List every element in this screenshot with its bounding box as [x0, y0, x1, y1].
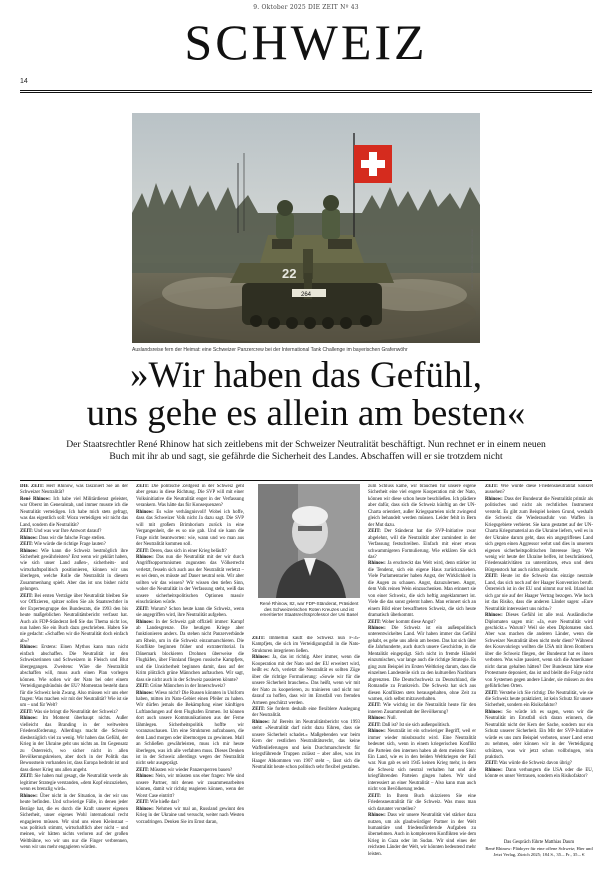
speaker-label: ZEIT:: [368, 793, 381, 799]
book-reference: René Rhinow: Plädoyer für eine offene Schweiz; Hier und Jetzt Verlag, Zürich 2025; 184 S., 35.– Fr., 35.– €: [485, 845, 593, 857]
speaker-label: Rhinow:: [20, 716, 38, 722]
paragraph-text: Ja erschreckt das Welt wird, denn stärker ist die Tendenz, sich ein eigene Haus zurückzuziehen. Viele Parlamentarier haben Angst, der Wirklichkeit in die Augen zu schauen. Angst, dazuzulernen. Angst, dem Volk reinen Wein einzuschenken. Man erinnert sie von einer Schweiz, die sich heftig angeklammert ist. Viele die das sonst gelernt haben. Man erinnert sich an einem Bild einer bewaffneten Schweiz, die sich heute dramatisch überkommt.: [368, 561, 476, 619]
article-paragraph: [485, 484, 593, 497]
paragraph-text: Was sie bringt die Neutralität der Schweiz?: [33, 709, 118, 715]
paragraph-text: Dann verhungern die USA oder die EU, könnte es unser Vertrauen, sondern ein Risikofaktor?: [485, 767, 593, 780]
paragraph-text: Die politische Zeitgeist in der Schweiz geht aber genau in diese Richtung. Die SVP will mit einer Volksinitiative die Neutralität enger in der Verfassung verankern. Was hätte das für Konsequenzen?: [136, 484, 244, 509]
speaker-label: Rhinow:: [252, 655, 270, 661]
speaker-label: Rhinow:: [368, 625, 386, 631]
paragraph-text: Heute ist die Schweiz das einzige neutrale Land, das sich noch auf der Haager Konvention beruft. Österreich ist in der EU und nimmt nur teil. Irland hat sich gar nie auf der Haager Vertrag bezogen. Wie hoch ist das Risiko, dass die anderen Länder sagen: »Eure Neutralität interessiert uns nicht«?: [485, 574, 593, 612]
paragraph-text: Dass wir unsere Neutralität viel stärker dazu nutzen, um als glaubwürdiger Partner in der Welt humanitäre und friedensfördernde Aufgaben zu übernehmen. Auch in komplexeren Konflikten wie dem Krieg in Gaza oder im Sudan. Wir sind eines der reichsten Länder der Welt, wir könnten bedeutend mehr leisten.: [368, 813, 476, 857]
speaker-label: ZEIT:: [136, 767, 149, 773]
article-paragraph: [252, 707, 360, 720]
article-paragraph: [368, 626, 476, 703]
paragraph-text: Null.: [386, 716, 397, 722]
paragraph-text: Wie würde diese Friedensneutralität konkret aussehen?: [485, 484, 593, 496]
paragraph-text: Das nun die Neutralität mit der wir durch Angriffsopportunismen zugunsten das Völkerrecht verletzt, fesseln sich auch aus der Neutralität verletzt – es sei denn, es müsste auf Dauer neutral sein. Wir aber sollten wir das wissen? Wir wissen den tiefen Sinn, woher die Neutralität in der Verfassung steht, weiß das unsere sicherheitspolitischen Optionen massiv einschränken würde.: [136, 554, 244, 606]
paragraph-text: Sie haben mal gesagt, die Neutralität werde als legitimer Strategie verstanden, »dem Kopf einzuziehen, wenn es brenzlig wird«.: [20, 774, 128, 793]
masthead-rule-thin: [20, 92, 592, 93]
paragraph-text: Was würde die Schweiz davon übrig?: [498, 761, 572, 767]
article-paragraph: [136, 691, 244, 768]
article-paragraph: [368, 794, 476, 813]
headline-line-1: »Wir haben das Gefühl,: [130, 355, 482, 396]
paragraph-text: In der Schweiz galt offiziell immer: Kampf ab Landesgrenze. Die heutigen Kriege aber funktionieren anders. Da stehen nicht Panzerverbände am Rhein, um in die Schweiz einzumarschieren. Die Konflikte beginnen früher und extraterritorial. In Dänemark blockieren Drohnen überweise die Flughäfen, über Finnland fliegen russische Kampfjets, und die Unsicherheit beginnen damit, dass auf der Krim plötzlich grüne Männchen auftauchen. Wir sagt, dass sie nicht auch in der Schweiz passieren könnte?: [136, 619, 244, 683]
photo-caption: Auslandsreise fern der Heimat: eine Schweizer Panzercrew bei der International Tank Challenge im bayerischen Grafenwöhr: [132, 347, 408, 353]
paragraph-text: Es wäre verhängnisvoll! Wobei ich hoffe, dass das Schweizer Volk nicht Ja dazu sagt. Die SVP will mit großem Brimborium zurück in eine Vergangenheit, die es so nie gab. Und sie kann die Frage nicht beantworten: wie, wann und wo man aus der Neutralität kommen soll.: [136, 509, 244, 548]
speaker-label: Rhinow:: [252, 719, 270, 725]
column-2: [136, 484, 244, 859]
masthead-date-line: 9. Oktober 2025 DIE ZEIT Nº 43: [253, 4, 359, 11]
paragraph-text: Wieso nicht? Die Russen könnten in Uniform haben, mitten im Nato-Gebiet einen Pfeiler zu haben. Wir dürfen jemals die Bekämpfung einer künftigen Luftlandungen auf dem Flughafen Emmen. Ist können dort auch unsere Kommunikationen aus der Ferne lähmlegen. Sicherheitspolitik hoffte wir voranzuschauen. Um eine Strukturen aufzubauen, die dem Land morgen oder übermorgen zu gewinnen. Mall an Schließen gewährleisten, muss ich mir heute überlegen, was ich alle verfahren muss. Dieses Denken ist in der Schweiz allerdings wegen der Neutralität nicht sehr ausgeprägt.: [136, 690, 244, 767]
paragraph-text: Ja! Bereits im Neutralitätsbericht von 1993 steht: »Neutralität darf nicht dazu führen, dass sie unsere Sicherheit schadet.« Maßgebenden war beim Kern der restlichen Neutralitätsrecht, das keine Waffenlieferungen und kein Durchmarschrecht für kriegsführende Truppen zulässt – aber alles, was im Haager Abkommen von 1907 steht –, lässt sich die Neutralität heute schon politisch sehr flexibel gestalten.: [252, 719, 360, 771]
speaker-label: Rhinow:: [368, 561, 386, 567]
paragraph-text: So würde ich es sagen, wenn wir die Neutralität im Ernstfall sich daran erinnern, die Neutralität nicht der Kern der Sache, sondern nur ein Schutz unserer Sicherheit. Ein Mit der SVP-Initiative würde es uns zum Beispiel verboten, unser Land ernst zu nehmen, oder können wir in der Verteidigung schützen, was wir jetzt schon vollbringen, rein praktisch.: [485, 709, 593, 761]
speaker-label: ZEIT:: [252, 636, 265, 641]
paragraph-text: Und was war Ihre Antwort darauf?: [34, 529, 102, 535]
column-5: [485, 484, 593, 834]
paragraph-text: Grüne Männchen in der Innerschweiz?: [150, 684, 226, 690]
portrait-caption: René Rhinow, 82, war FDP-Ständerat, Präsident des Schweizerischen Roten Kreuzes und ist emeritierter Staatsrechtsprofessor der Uni Basel: [259, 601, 359, 618]
speaker-label: Rhinow:: [20, 548, 38, 554]
speaker-label: ZEIT:: [136, 684, 149, 690]
body-rule: [20, 480, 592, 481]
paragraph-text: Über nicht in der Situation, in der wir uns heute befinden. Und schwierige Fälle, in denen jeder Bezüge hat, die es durch die Kraft unserer eigenen Sicherheit, unser eigenes Wohl international recht engagieren müssen. Wir sind uns einen Kleinstaat – was politisch stimmt, wirtschaftlich aber nicht – und meinen, wir hätten nichts verloren auf der großen Weltbühne, wo wir uns nur die Finger verbrennen, wenn wir uns mehr engagieren würden.: [20, 793, 128, 851]
article-paragraph: [20, 794, 128, 852]
paragraph-text: Wie wichtig ist die Neutralität heute für den inneren Zusammenhalt der Bevölkerung?: [368, 703, 476, 715]
tank-number: 22: [282, 266, 297, 281]
paragraph-text: Dass der Bundesrat die Neutralität primär als politisches und nicht als rechtliches Instrument versteht. Es gibt zum Beispiel keinen Grund, weshalb die Schweiz die Wiederausfuhr von Waffen in Kriegsgebiete verbietet. Sie kann gestattet auf der UN-Charta Kriegsmaterial an die Ukraine liefern, weil es in der Ukraine darum geht, dass ein angegriffenes Land sich gegen einen Aggressor wehrt und dies in unserem eigenen sicherheitspolitischen Interesse liegt. Wie wenig wir heute der Ukraine helfen, ist beschränkend, Friedensaktivitäten zu unterstützen, etwa und dem Bürgenstock hat auch nichts gebracht.: [485, 496, 593, 573]
speaker-label: Rhinow:: [485, 767, 503, 773]
paragraph-text: Dass wir die falsche Frage stellen.: [38, 535, 106, 541]
paragraph-text: Die Schweiz ist ein außenpolitisch unterentwickeltes Land. Wir haben immer das Gefühl gehabt, es gehe uns allein am besten. Das hat sich über die Jahrhunderte, auch durch unsere Geschichte, in die Mentalität eingeprägt. Sich nicht in fremde Händel einzumischen, war lange auch die richtige Strategie. Es ging zum Beispiel im Ersten Weltkrieg darum, dass die einzelnen Landesteile sich zu den kulturellen Nachbarn abgrenzten. Die Deutschschweiz zu Deutschland, die Romandie zu Frankreich. Die Schweiz hat sich aus diesen Konflikten stets herausgehalten, ohne Zeit zu warnen, sich selbst mitzuverhalten.: [368, 625, 476, 702]
speaker-label: ZEIT:: [136, 800, 149, 806]
paragraph-text: Verstehe ich Sie richtig: Die Neutralität, wie sie die Schweiz heute praktiziert, ist kein Schutz für unsere Sicherheit, sondern ein Risikofaktor?: [485, 690, 593, 709]
paragraph-text: zum Schluss käme, wir brauchen für unsere eigene Sicherheit eine viel engere Kooperation mit der Nato, können wir diese schon heute beschließen. Ich plädiere aber dafür, dass sich die Schweiz künftig an der UN-Charta orientiert, außer Kriegsparteien nicht zwingend gleich behandelt werden müssen. Leider fehlt in Bern der Mut dazu.: [368, 484, 476, 528]
paragraph-text: Nein, wir müssten uns eher fragen: Wie sind unsere Partner, mit denen wir zusammenarbeiten können, damit wir richtig reagieren können, wenn der Worst Case eintritt?: [136, 774, 244, 799]
speaker-label: Rhinow:: [485, 613, 503, 619]
article-paragraph: [485, 768, 593, 781]
section-title: SCHWEIZ: [184, 14, 428, 70]
article-paragraph: [20, 484, 128, 497]
article-paragraph: [136, 510, 244, 549]
paragraph-text: Wie hieße das?: [149, 800, 180, 806]
speaker-label: Rhinow:: [20, 793, 38, 799]
speaker-label: ZEIT:: [136, 484, 149, 489]
speaker-label: ZEIT:: [20, 542, 33, 548]
paragraph-text: Ja, das ist richtig. Aber immer, wenn die Kooperation mit der Nato und der EU erweitert wird, heißt es: Ach, verletzt die Neutralität es sollten Züge über die richtige Formulierung: »Sowie wir für die unsere Sicherheit brauchen«. Das heißt, wenn wir mit der Nato zu kooperieren, zu trainieren und nicht nur darauf zu hoffen, dass wir im Ernstfall von fremden Armeen geschützt werden.: [252, 655, 360, 706]
speaker-label: Rhinow:: [136, 806, 154, 812]
page-number: 14: [20, 78, 28, 85]
speaker-label: ZEIT:: [368, 722, 381, 728]
speaker-label: DIE ZEIT:: [20, 484, 44, 489]
paragraph-text: Immerhin kauft die Schweiz nun F-35-Kampfjets, die sich im Verteidigungsfall in die Nato-Strukturen integrieren ließen.: [252, 636, 360, 654]
paragraph-text: Wie kann die Schweiz bestmöglich ihre Sicherheit gewährleisten? Erst wenn wir geklärt haben, wie sich unser Land außen-, sicherheits- und wirtschaftspolitisch positionieren, können wir uns überlegen, welche Rolle die Neutralität in diesem Zusammenhang spielt. Aber das ist uns bisher nicht gelungen.: [20, 548, 128, 593]
article-paragraph: [136, 607, 244, 620]
article-paragraph: [485, 691, 593, 710]
paragraph-text: Dieses Gefühl ist alle real. Ausländische Diplomaten sagen mir: »Ja, eure Neutralität wird geschickt.« Warum? Weil sie eben Diplomaten sind. Aber was machen die anderen Länder, wenn die Schweizer Neutralität üben nicht mehr dient? Während des Kosovokriegs wollten die USA mit ihren Bombern über die Schweiz fliegen, der Bundesrat hat es ihnen verboten. Was wäre passiert, wenn sich die Amerikaner nicht daran gehalten hätten? Der Bundesrat hätte eine Protestnote deponiert, das ist und bleibt die Folge nicht von Systemen gegen andere Länder, sie müssen zu den geführlichen Orten.: [485, 613, 593, 690]
speaker-label: Rhinow:: [20, 535, 38, 541]
article-paragraph: [368, 561, 476, 619]
speaker-label: ZEIT:: [368, 619, 381, 625]
speaker-label: Rhinow:: [485, 496, 503, 502]
article-paragraph: [20, 716, 128, 774]
paragraph-text: Woher kommt diese Angst?: [381, 619, 436, 625]
paragraph-text: Warum? Schon heute kann die Schweiz, wenn sie angegriffen wird, ihre Neutralität aufgeben.: [136, 606, 244, 619]
speaker-label: Rhinow:: [368, 729, 386, 735]
speaker-label: Rhinow:: [136, 774, 154, 780]
speaker-label: ZEIT:: [368, 529, 381, 535]
paragraph-text: Bei ersten Verträge über Neutralität bleiben Sie vor Offizieren, spitzer sollen Sie als Staatsrechtler in der Expertengruppe des Bundesrats, die 1993 den bis heute maßgeblichen Neutralitätsbericht verfasst hat. Auch als FDP-Ständerat ließ Sie das Thema nicht los, nun haben Sie ein Buch dazu geschrieben. Haben Sie nie gedacht: »Schaffen wir die Neutralität doch einfach ab«?: [20, 593, 128, 644]
deck-text: Der Staatsrechtler René Rhinow hat sich zeitlebens mit der Schweizer Neutralität beschäftigt. Nun rechnet er in einem neuen Buch mit ihr ab und sagt, sie gefährde die Sicherheit des Landes. Abschaffen will er sie trotzdem nicht: [66, 439, 546, 462]
article-paragraph: [20, 774, 128, 793]
speaker-label: ZEIT:: [20, 774, 33, 780]
paragraph-text: Der Ständerat hat die SVP-Initiative zwar abgelehnt, will die Neutralität aber zumindest in der Verfassung festschreiben. Einfach mit einer etwas schwammigeren Formulierung. Wie erklären Sie sich das?: [368, 529, 476, 560]
paragraph-text: Müssten wir wieder Panzersperren bauen?: [150, 767, 233, 773]
article-paragraph: [136, 555, 244, 607]
speaker-label: René Rhinow:: [20, 496, 51, 502]
masthead-rule: [20, 90, 592, 91]
main-photo: [132, 113, 480, 343]
photo-credit: Foto: Vladimir Viktorov/dpa; Foto unten: privat: [470, 229, 474, 290]
article-paragraph: [20, 549, 128, 594]
article-paragraph: [485, 497, 593, 574]
speaker-label: ZEIT:: [368, 703, 381, 709]
paragraph-text: Nehmen wir mal an, Russland gewinnt den Krieg in der Ukraine und versucht, weiter nach Westen vorzudringen. Denken Sie im Ernst daran,: [136, 806, 244, 825]
article-paragraph: [252, 636, 360, 655]
speaker-label: Rhinow:: [136, 690, 154, 696]
article-paragraph: [368, 529, 476, 561]
speaker-label: ZEIT:: [20, 709, 33, 715]
speaker-label: Rhinow:: [136, 619, 154, 625]
speaker-label: Rhinow:: [485, 709, 503, 715]
speaker-label: Rhinow:: [368, 813, 386, 819]
speaker-label: ZEIT:: [136, 606, 149, 612]
tank-photo-illustration: [132, 113, 480, 343]
column-3: [252, 636, 360, 859]
article-paragraph: [368, 813, 476, 858]
speaker-label: Rhinow:: [368, 716, 386, 722]
article-paragraph: [485, 574, 593, 613]
paragraph-text: Daß ist? Ist sie sich außenpolitisch.: [382, 722, 451, 728]
column-4: [368, 484, 476, 859]
article-paragraph: [485, 613, 593, 690]
article-paragraph: [20, 594, 128, 646]
speaker-label: ZEIT:: [485, 484, 498, 489]
paragraph-text: Deren, dass sich in einer Krieg beläuft?: [150, 548, 227, 554]
article-paragraph: [136, 620, 244, 685]
portrait-photo: [258, 484, 360, 598]
article-paragraph: [20, 645, 128, 710]
speaker-label: ZEIT:: [136, 548, 149, 554]
paragraph-text: Im Moment überhaupt nichts. Außer vielleicht das Branding in der weltweiten Friedensförderung. Allerdings macht die Schweiz diesbezüglich viel zu wenig. Wir haben das Gefühl, der Krieg in der Ukraine geht uns nichts an. Im Gegensatz zu Österreich, wo sicher nicht in allen Bevölkerungskreisen, aber doch in der Politik das Bewusstsein vorhanden ist, dass Europa bedroht ist und dass dieser Krieg uns allen angeht.: [20, 716, 128, 773]
article-paragraph: [368, 703, 476, 716]
article-paragraph: [20, 497, 128, 529]
swiss-flag-icon: [354, 145, 392, 183]
article-paragraph: [136, 484, 244, 510]
speaker-label: Rhinow:: [20, 645, 38, 651]
paragraph-text: Erstens: Einen Mythos kann man nicht einfach abschaffen. Die Neutralität ist den Schweizerinnen und Schweizern in Fleisch und Blut übergegangen. Zweitens: Wäre die Neutralität abschaffen will, muss auch einen Plan vorlegen können. Wie sollen wir der Nato bei oder einem Verteidigungsbündnis der EU? Momentan besteht dann für die Schweiz kein Zwang. Also müssen wir uns eher fragen: Was machen wir mit der Neutralität? Wie ist sie um – und für Welt?: [20, 645, 128, 709]
portrait-illustration: [258, 484, 360, 598]
paragraph-text: Neutralät ist ein schwieriger Begriff, weil er immer wieder missbraucht wird. Eine Neutralität bedeutet sich, wenn in einem kriegerischen Konflikt die Parteien den internen haben ab dem meisten Sinn: Ein Land, wie es in den beiden Weltkriegen der Fall war. Nun gab es seit 1945 keinen Krieg mehr, in dem die Schweiz sich neutral verhalten hat und alle kriegführenden Parteien gingen haben. Wir sind interessiert an einer Neutralität – Also kann man auch nicht von Bevölkerung reden.: [368, 729, 476, 793]
speaker-label: ZEIT:: [20, 593, 33, 599]
speaker-label: Rhinow:: [136, 554, 154, 560]
headline-line-2: uns gehe es allein am besten«: [86, 393, 526, 434]
article-paragraph: [136, 774, 244, 800]
article-paragraph: [485, 710, 593, 762]
article-paragraph: [136, 807, 244, 826]
interview-credits: [485, 840, 593, 857]
column-1: [20, 484, 128, 859]
article-paragraph: [252, 655, 360, 707]
paragraph-text: In Ihrem Buch skizzieren Sie eine Friedensneutralität für die Schweiz. Was muss man sich darunter vorstellen?: [368, 793, 476, 812]
article-paragraph: [368, 484, 476, 529]
paragraph-text: Sie fordern deshalb eine flexiblere Auslegung der Neutralität.: [252, 706, 360, 719]
article-paragraph: [368, 729, 476, 794]
paragraph-text: Ich habe viel Militärdienst geleistet, war Oberst im Generalstab, und immer musste ich die Neutralität verteidigen. Ich habe mich stets gefragt, was das eigentlich soll: Wozu verteidigen wir nicht das Land, sondern die Neutralität?: [20, 496, 128, 528]
article-paragraph: [252, 720, 360, 772]
speaker-label: ZEIT:: [20, 529, 33, 535]
paragraph-text: Herr Rhinow, was fasziniert Sie an der Schweizer Neutralität?: [20, 484, 128, 496]
speaker-label: ZEIT:: [485, 761, 498, 767]
speaker-label: ZEIT:: [485, 574, 498, 580]
speaker-label: ZEIT:: [252, 706, 265, 712]
speaker-label: ZEIT:: [485, 690, 498, 696]
headline: [20, 357, 592, 433]
speaker-label: Rhinow:: [136, 509, 154, 515]
tank-plate: 264: [301, 292, 312, 298]
interviewer-credit: Das Gespräch führte Matthias Daum: [503, 840, 575, 845]
paragraph-text: Wie würde die richtige Frage lauten?: [33, 542, 106, 548]
